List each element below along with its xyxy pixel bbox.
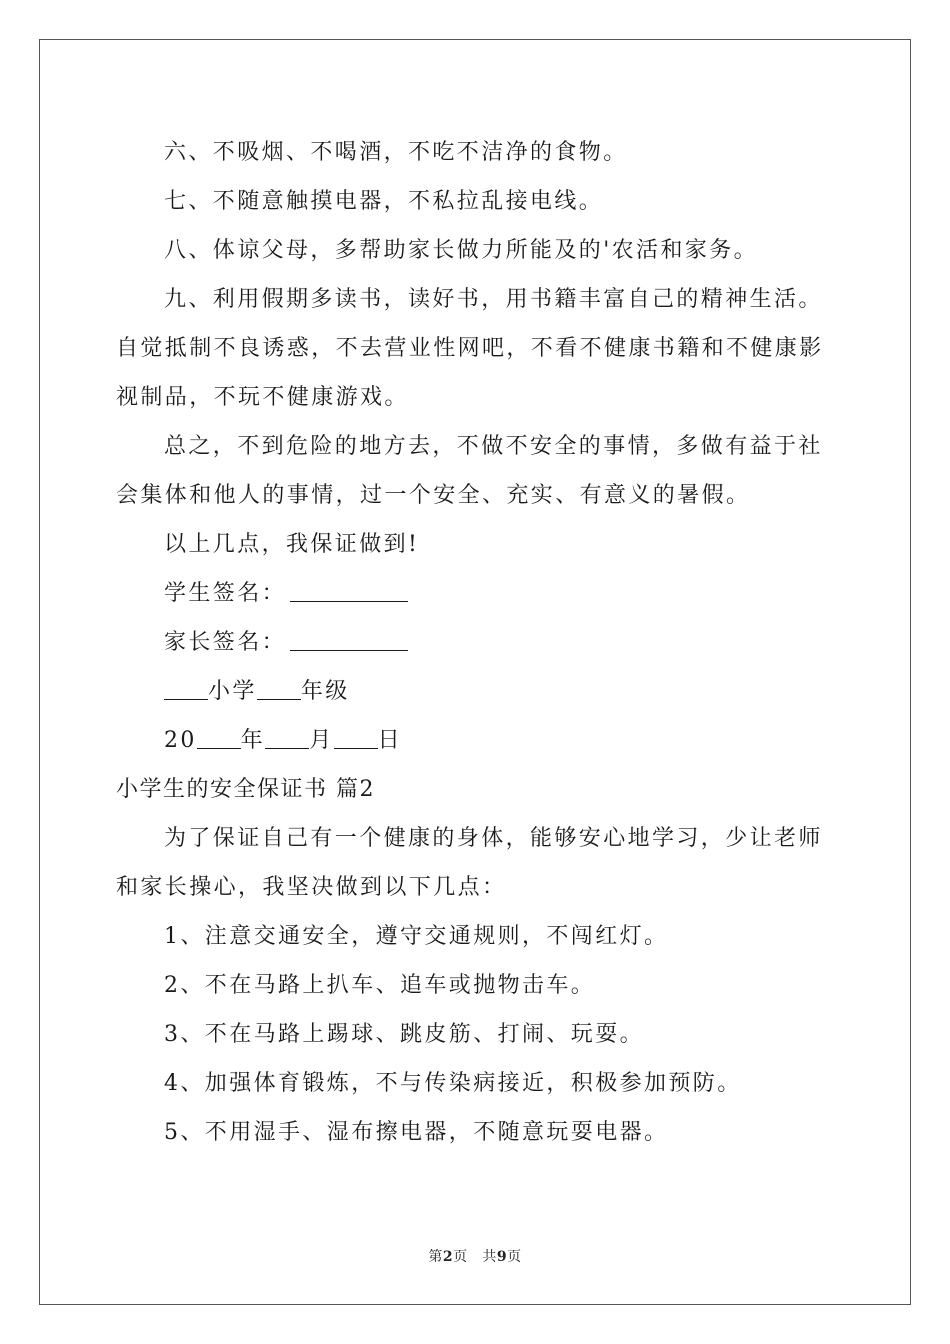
school-grade-line xyxy=(116,667,836,716)
date-line xyxy=(116,716,836,765)
paragraph-summary: 总之，不到危险的地方去，不做不安全的事情，多做有益于社会集体和他人的事情，过一个安全、充实、有意义的暑假。 xyxy=(116,434,823,508)
list-item: 3、不在马路上踢球、跳皮筋、打闹、玩耍。 xyxy=(164,1022,644,1047)
document-body xyxy=(116,128,836,1157)
year-blank xyxy=(197,728,241,749)
student-signature-blank xyxy=(290,581,408,602)
year-prefix: 20 xyxy=(164,728,197,753)
grade-blank xyxy=(257,679,301,700)
month-blank xyxy=(265,728,309,749)
year-label: 年 xyxy=(240,728,266,753)
parent-signature-label: 家长签名： xyxy=(164,630,287,655)
page-footer xyxy=(0,1246,950,1266)
paragraph-item-7: 七、不随意触摸电器，不私拉乱接电线。 xyxy=(164,189,604,214)
total-suffix: 页 xyxy=(507,1249,522,1265)
student-signature-line xyxy=(116,569,836,618)
school-blank xyxy=(164,679,208,700)
month-label: 月 xyxy=(309,728,334,753)
student-signature-label: 学生签名： xyxy=(164,581,287,606)
total-pages: 9 xyxy=(496,1249,508,1265)
grade-label: 年级 xyxy=(300,679,350,704)
section-heading: 小学生的安全保证书 篇2 xyxy=(116,777,375,802)
total-prefix: 共 xyxy=(482,1249,497,1265)
parent-signature-line xyxy=(116,618,836,667)
page-number: 2 xyxy=(442,1249,454,1265)
list-item: 5、不用湿手、湿布擦电器，不随意玩耍电器。 xyxy=(164,1120,669,1145)
paragraph-item-6: 六、不吸烟、不喝酒，不吃不洁净的食物。 xyxy=(164,140,628,165)
day-blank xyxy=(334,728,378,749)
paragraph-pledge: 以上几点，我保证做到! xyxy=(164,532,420,557)
parent-signature-blank xyxy=(290,630,408,651)
list-item: 4、加强体育锻炼，不与传染病接近，积极参加预防。 xyxy=(164,1071,742,1096)
list-item: 1、注意交通安全，遵守交通规则，不闯红灯。 xyxy=(164,924,669,949)
page-suffix: 页 xyxy=(453,1249,468,1265)
section-intro: 为了保证自己有一个健康的身体，能够安心地学习，少让老师和家长操心，我坚决做到以下几点： xyxy=(116,826,823,900)
list-item: 2、不在马路上扒车、追车或抛物击车。 xyxy=(164,973,596,998)
school-label: 小学 xyxy=(208,679,257,704)
paragraph-item-9: 九、利用假期多读书，读好书，用书籍丰富自己的精神生活。自觉抵制不良诱惑，不去营业性网吧，不看不健康书籍和不健康影视制品，不玩不健康游戏。 xyxy=(116,287,824,410)
paragraph-item-8: 八、体谅父母，多帮助家长做力所能及的'农活和家务。 xyxy=(164,238,759,263)
page-prefix: 第 xyxy=(428,1249,443,1265)
day-label: 日 xyxy=(377,728,403,753)
